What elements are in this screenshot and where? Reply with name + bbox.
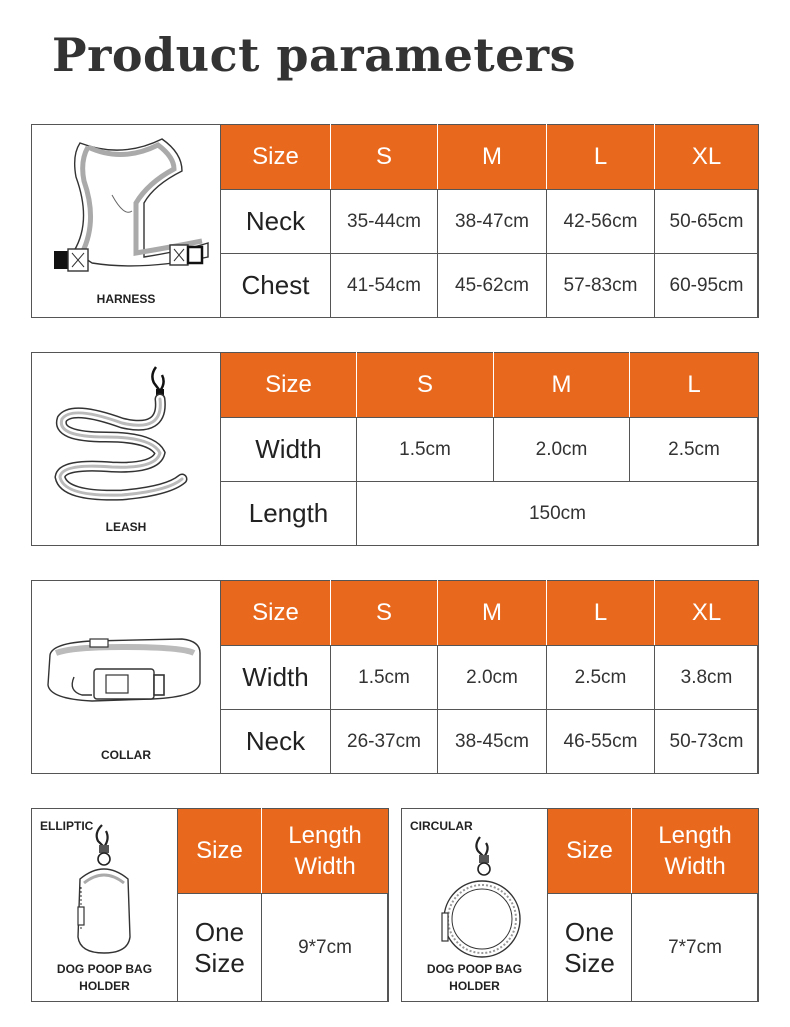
one-size-line1: One (564, 916, 615, 947)
table-row (221, 646, 759, 710)
header-s: S (357, 353, 494, 418)
value-cell: 9*7cm (262, 894, 389, 1002)
value-cell: 42-56cm (547, 190, 655, 254)
harness-icon (32, 125, 220, 317)
header-s: S (331, 125, 438, 190)
header-size: Size (221, 581, 331, 646)
circular-label-line1: DOG POOP BAG (426, 962, 523, 976)
elliptic-label-line2: HOLDER (79, 979, 130, 993)
collar-section (31, 580, 758, 774)
value-cell: 38-47cm (438, 190, 547, 254)
circular-label-line2: HOLDER (449, 979, 500, 993)
header-dimensions (632, 809, 759, 894)
value-cell: 26-37cm (331, 710, 438, 774)
table-row (221, 190, 759, 254)
circular-shape-label: CIRCULAR (410, 819, 473, 833)
row-label-width: Width (221, 646, 331, 710)
harness-header-row (221, 125, 759, 190)
elliptic-holder-section (31, 808, 388, 1002)
value-cell: 7*7cm (632, 894, 759, 1002)
leash-icon (32, 353, 220, 545)
table-row (548, 894, 759, 1002)
elliptic-header-row (178, 809, 389, 894)
header-l: L (547, 125, 655, 190)
header-l: L (547, 581, 655, 646)
header-xl: XL (655, 581, 759, 646)
elliptic-shape-label: ELLIPTIC (40, 819, 94, 833)
row-label-neck: Neck (221, 190, 331, 254)
value-cell: 3.8cm (655, 646, 759, 710)
one-size-line1: One (194, 916, 245, 947)
value-cell: 50-73cm (655, 710, 759, 774)
circular-size-table (547, 808, 759, 1002)
header-width: Width (294, 853, 356, 880)
row-label-neck: Neck (221, 710, 331, 774)
value-cell: 2.0cm (494, 418, 630, 482)
page-title: Product parameters (52, 28, 576, 82)
header-xl: XL (655, 125, 759, 190)
header-size: Size (548, 809, 632, 894)
harness-size-table (220, 124, 759, 318)
value-cell: 41-54cm (331, 254, 438, 318)
elliptic-size-table (177, 808, 389, 1002)
circular-holder-section (401, 808, 758, 1002)
header-size: Size (221, 125, 331, 190)
table-row (221, 482, 759, 546)
value-cell: 57-83cm (547, 254, 655, 318)
circular-header-row (548, 809, 759, 894)
collar-image-cell (32, 581, 221, 773)
leash-size-table (220, 352, 759, 546)
row-label-chest: Chest (221, 254, 331, 318)
row-label-length: Length (221, 482, 357, 546)
row-label-width: Width (221, 418, 357, 482)
header-m: M (494, 353, 630, 418)
header-m: M (438, 581, 547, 646)
value-cell: 35-44cm (331, 190, 438, 254)
leash-section (31, 352, 758, 546)
collar-size-table (220, 580, 759, 774)
table-row (178, 894, 389, 1002)
value-cell: 46-55cm (547, 710, 655, 774)
one-size-cell (178, 894, 262, 1002)
value-cell: 2.0cm (438, 646, 547, 710)
header-size: Size (221, 353, 357, 418)
value-cell: 1.5cm (331, 646, 438, 710)
header-dimensions (262, 809, 389, 894)
leash-image-cell (32, 353, 221, 545)
harness-image-cell (32, 125, 221, 317)
value-cell: 50-65cm (655, 190, 759, 254)
header-length: Length (288, 822, 362, 849)
table-row (221, 418, 759, 482)
collar-header-row (221, 581, 759, 646)
value-cell: 2.5cm (630, 418, 759, 482)
value-cell: 2.5cm (547, 646, 655, 710)
header-length: Length (658, 822, 732, 849)
header-m: M (438, 125, 547, 190)
header-l: L (630, 353, 759, 418)
table-row (221, 254, 759, 318)
circular-image-cell (402, 809, 548, 1001)
elliptic-label-line1: DOG POOP BAG (56, 962, 153, 976)
harness-label: HARNESS (96, 292, 156, 306)
value-cell: 60-95cm (655, 254, 759, 318)
value-cell: 150cm (357, 482, 759, 546)
one-size-line2: Size (194, 947, 245, 978)
one-size-line2: Size (564, 947, 615, 978)
header-s: S (331, 581, 438, 646)
leash-label: LEASH (105, 520, 147, 534)
header-width: Width (664, 853, 726, 880)
header-size: Size (178, 809, 262, 894)
value-cell: 45-62cm (438, 254, 547, 318)
value-cell: 38-45cm (438, 710, 547, 774)
leash-header-row (221, 353, 759, 418)
value-cell: 1.5cm (357, 418, 494, 482)
elliptic-image-cell (32, 809, 178, 1001)
harness-section (31, 124, 758, 318)
collar-icon (32, 581, 220, 773)
table-row (221, 710, 759, 774)
collar-label: COLLAR (101, 748, 151, 762)
one-size-cell (548, 894, 632, 1002)
